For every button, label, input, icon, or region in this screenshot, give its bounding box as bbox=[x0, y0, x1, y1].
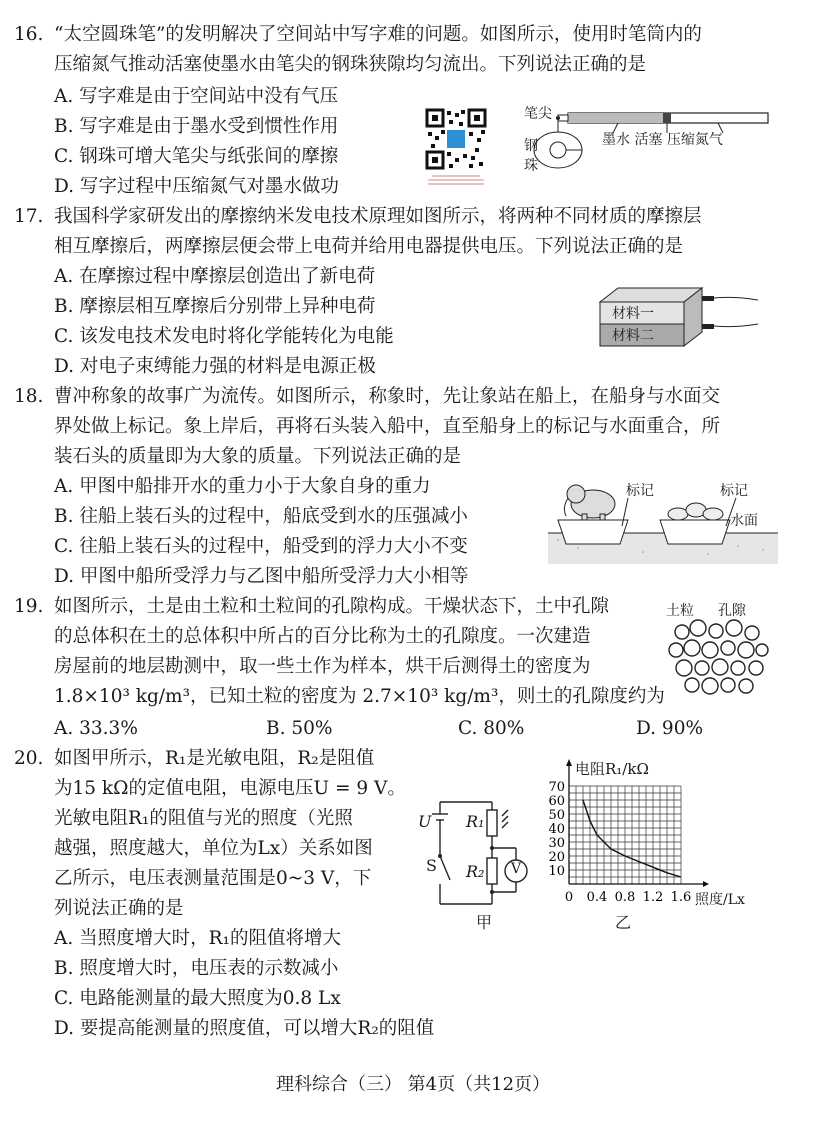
question-text-line: 乙所示，电压表测量范围是0~3 V，下 bbox=[54, 868, 372, 889]
pen-diagram bbox=[518, 105, 778, 185]
question-number: 18. bbox=[14, 386, 44, 407]
x-axis-arrow bbox=[703, 881, 709, 887]
y-axis-arrow bbox=[566, 759, 572, 766]
question-text-line: “太空圆珠笔”的发明解决了空间站中写字难的问题。如图所示，使用时笔筒内的 bbox=[54, 24, 702, 45]
option-c: C. 80% bbox=[458, 718, 525, 739]
question-text-line: 的总体积在土的总体积中所占的百分比称为土的孔隙度。一次建造 bbox=[54, 626, 591, 647]
option-a: A. 33.3% bbox=[54, 718, 138, 739]
y-tick-label: 30 bbox=[548, 836, 565, 851]
question-text-line: 光敏电阻R₁的阻值与光的照度（光照 bbox=[54, 808, 353, 829]
switch-label: S bbox=[426, 856, 437, 875]
pen-tip-label: 笔尖 bbox=[524, 106, 552, 122]
y-axis-label: 电阻R₁/kΩ bbox=[575, 760, 649, 778]
question-text-line: 装石头的质量即为大象的质量。下列说法正确的是 bbox=[54, 446, 462, 467]
y-tick-label: 40 bbox=[548, 822, 565, 837]
option-a: A. 甲图中船排开水的重力小于大象自身的重力 bbox=[54, 476, 431, 497]
boat-elephant-diagram bbox=[548, 478, 778, 564]
circuit-diagram bbox=[412, 792, 542, 932]
question-text-line: 列说法正确的是 bbox=[54, 898, 184, 919]
r2-label: R₂ bbox=[466, 862, 485, 881]
question-number: 17. bbox=[14, 206, 44, 227]
mark-label-2: 标记 bbox=[720, 483, 748, 499]
figure-a-caption: 甲 bbox=[476, 913, 493, 932]
question-text-line: 我国科学家研发出的摩擦纳米发电技术原理如图所示，将两种不同材质的摩擦层 bbox=[54, 206, 702, 227]
option-b: B. 50% bbox=[266, 718, 333, 739]
x-tick-label: 0 bbox=[564, 890, 574, 905]
qr-caption-text bbox=[424, 172, 488, 186]
pen-parts-label: 墨水 活塞 压缩氮气 bbox=[602, 132, 723, 148]
question-number: 20. bbox=[14, 748, 44, 769]
voltage-source-label: U bbox=[418, 812, 432, 831]
option-d: D. 甲图中船所受浮力与乙图中船所受浮力大小相等 bbox=[54, 566, 469, 587]
soil-structure-diagram bbox=[664, 598, 774, 702]
figure-b-caption: 乙 bbox=[615, 913, 632, 932]
page-footer: 理科综合（三） 第4页（共12页） bbox=[275, 1074, 551, 1095]
question-number: 16. bbox=[14, 24, 44, 45]
option-c: C. 往船上装石头的过程中，船受到的浮力大小不变 bbox=[54, 536, 468, 557]
x-axis-label: 照度/Lx bbox=[695, 892, 745, 908]
x-tick-label: 0.4 bbox=[586, 890, 608, 905]
question-text-line: 相互摩擦后，两摩擦层便会带上电荷并给用电器提供电压。下列说法正确的是 bbox=[54, 236, 684, 257]
option-c: C. 钢珠可增大笔尖与纸张间的摩擦 bbox=[54, 146, 339, 167]
question-text-line: 界处做上标记。象上岸后，再将石头装入船中，直至船身上的标记与水面重合，所 bbox=[54, 416, 721, 437]
qr-code-image bbox=[425, 108, 487, 170]
option-c: C. 该发电技术发电时将化学能转化为电能 bbox=[54, 326, 394, 347]
option-c: C. 电路能测量的最大照度为0.8 Lx bbox=[54, 988, 341, 1009]
question-text-line: 越强，照度越大，单位为Lx）关系如图 bbox=[54, 838, 373, 859]
r1-label: R₁ bbox=[466, 812, 485, 831]
question-text-line: 压缩氮气推动活塞使墨水由笔尖的钢珠狭隙均匀流出。下列说法正确的是 bbox=[54, 54, 647, 75]
resistance-illuminance-chart bbox=[545, 758, 815, 938]
option-b: B. 摩擦层相互摩擦后分别带上异种电荷 bbox=[54, 296, 376, 317]
pore-label: 孔隙 bbox=[718, 603, 746, 619]
y-tick-label: 10 bbox=[548, 864, 565, 879]
steel-ball-label-1: 钢 bbox=[524, 138, 538, 154]
y-tick-label: 50 bbox=[548, 808, 565, 823]
mark-label-1: 标记 bbox=[626, 483, 654, 499]
option-d: D. 90% bbox=[636, 718, 704, 739]
x-tick-label: 0.8 bbox=[614, 890, 636, 905]
steel-ball-label-2: 珠 bbox=[524, 158, 538, 174]
question-text-line: 1.8×10³ kg/m³，已知土粒的密度为 2.7×10³ kg/m³，则土的孔隙度约为 bbox=[54, 686, 665, 707]
y-tick-label: 70 bbox=[548, 780, 565, 795]
soil-grain-label: 土粒 bbox=[666, 603, 694, 619]
voltmeter-label: V bbox=[511, 861, 522, 877]
question-text-line: 房屋前的地层勘测中，取一些土作为样本，烘干后测得土的密度为 bbox=[54, 656, 591, 677]
question-text-line: 如图所示，土是由土粒和土粒间的孔隙构成。干燥状态下，土中孔隙 bbox=[54, 596, 610, 617]
y-tick-label: 60 bbox=[548, 794, 565, 809]
option-d: D. 写字过程中压缩氮气对墨水做功 bbox=[54, 176, 339, 197]
option-b: B. 往船上装石头的过程中，船底受到水的压强减小 bbox=[54, 506, 468, 527]
option-a: A. 在摩擦过程中摩擦层创造出了新电荷 bbox=[54, 266, 376, 287]
question-text-line: 如图甲所示，R₁是光敏电阻，R₂是阻值 bbox=[54, 748, 375, 769]
question-text-line: 曹冲称象的故事广为流传。如图所示，称象时，先让象站在船上，在船身与水面交 bbox=[54, 386, 721, 407]
option-a: A. 写字难是由于空间站中没有气压 bbox=[54, 86, 339, 107]
y-tick-label: 20 bbox=[548, 850, 565, 865]
material-two-label: 材料二 bbox=[612, 328, 654, 344]
friction-generator-diagram bbox=[590, 282, 780, 352]
question-text-line: 为15 kΩ的定值电阻，电源电压U = 9 V。 bbox=[54, 778, 406, 799]
material-one-label: 材料一 bbox=[612, 306, 654, 322]
water-surface-label: 水面 bbox=[730, 513, 758, 529]
question-number: 19. bbox=[14, 596, 44, 617]
x-tick-label: 1.2 bbox=[642, 890, 664, 905]
option-b: B. 写字难是由于墨水受到惯性作用 bbox=[54, 116, 339, 137]
option-b: B. 照度增大时，电压表的示数减小 bbox=[54, 958, 339, 979]
x-tick-label: 1.6 bbox=[670, 890, 692, 905]
option-d: D. 对电子束缚能力强的材料是电源正极 bbox=[54, 356, 376, 377]
option-a: A. 当照度增大时，R₁的阻值将增大 bbox=[54, 928, 341, 949]
option-d: D. 要提高能测量的照度值，可以增大R₂的阻值 bbox=[54, 1018, 435, 1039]
